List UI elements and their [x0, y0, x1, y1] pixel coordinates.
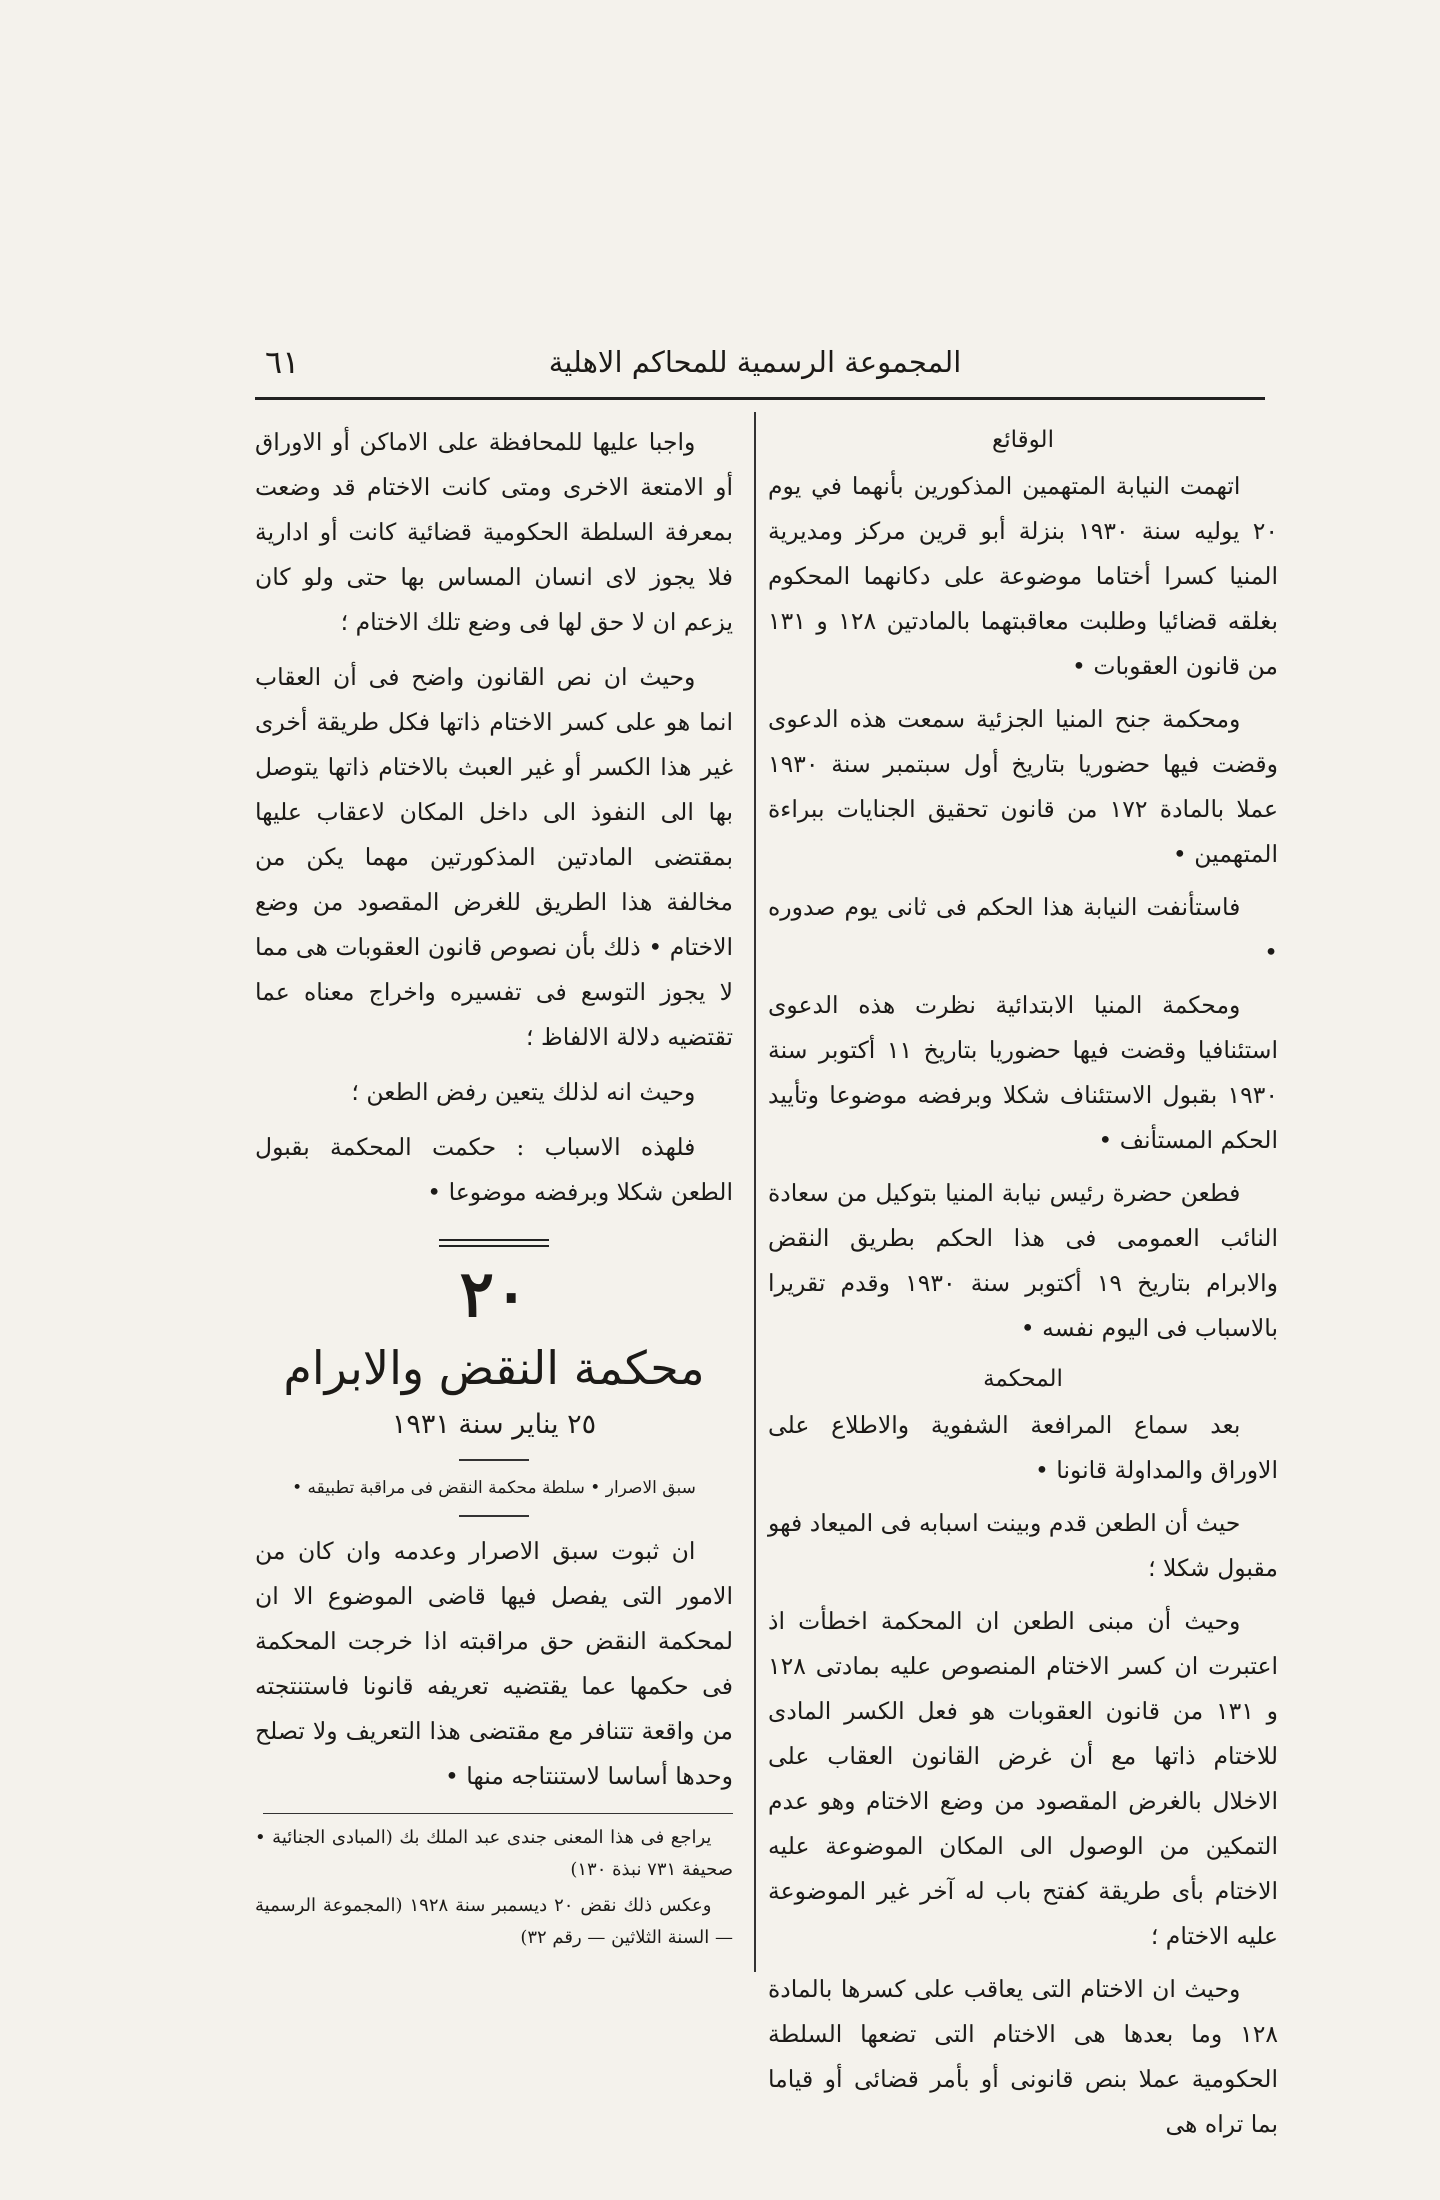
journal-title: المجموعة الرسمية للمحاكم الاهلية [548, 345, 962, 379]
judgment-paragraph: وحيث انه لذلك يتعين رفض الطعن ؛ [351, 1078, 696, 1106]
legal-principle: ان ثبوت سبق الاصرار وعدمه وان كان من الامور التى يفصل فيها قاضى الموضوع الا ان لمحكمة النقض حق مراقبته اذا خرجت المحكمة فى حكمها عما يقتضيه تعريفه قانونا فاستنتجته من واقعة تتنافر مع مقتضى هذا التعريف ولا تصلح وحدها أساسا لاستنتاجه منها • [255, 1537, 733, 1790]
case-date: ٢٥ يناير سنة ١٩٣١ [391, 1409, 597, 1440]
section-separator [439, 1239, 549, 1247]
judgment-paragraph: وحيث ان نص القانون واضح فى أن العقاب انما هو على كسر الاختام ذاتها فكل طريقة أخرى غير هذا الكسر أو غير العبث بالاختام ذاتها يتوصل بها الى النفوذ الى داخل المكان لاعقاب عليها بمقتضى المادتين المذكورتين مهما يكن من مخالفة هذا الطريق للغرض المقصود من وضع الاختام • ذلك بأن نصوص قانون العقوبات هى مما لا يجوز التوسع فى تفسيره واخراج معناه عما تقتضيه دلالة الالفاظ ؛ [255, 663, 733, 1051]
left-column [255, 420, 733, 1958]
page-header [255, 345, 1255, 397]
page-number: ٦١ [265, 343, 300, 381]
facts-paragraph: فاستأنفت النيابة هذا الحكم فى ثانى يوم صدوره • [768, 893, 1278, 966]
column-divider [754, 412, 756, 1972]
facts-paragraph: ومحكمة جنح المنيا الجزئية سمعت هذه الدعوى وقضت فيها حضوريا بتاريخ أول سبتمبر سنة ١٩٣٠ عملا بالمادة ١٧٢ من قانون تحقيق الجنايات ببراءة المتهمين • [768, 705, 1278, 868]
court-paragraph: وحيث أن مبنى الطعن ان المحكمة اخطأت اذ اعتبرت ان كسر الاختام المنصوص عليه بمادتى ١٢٨ و ١٣١ من قانون العقوبات هو فعل الكسر المادى للاختام ذاتها مع أن غرض القانون العقاب على الاخلال بالغرض المقصود من وضع الاختام وهو عدم التمكين من الوصول الى المكان الموضوعة عليه الاختام بأى طريقة كفتح باب له آخر غير الموضوعة عليه الاختام ؛ [768, 1607, 1278, 1950]
court-paragraph: بعد سماع المرافعة الشفوية والاطلاع على الاوراق والمداولة قانونا • [768, 1411, 1278, 1484]
judgment-paragraph: واجبا عليها للمحافظة على الاماكن أو الاوراق أو الامتعة الاخرى ومتى كانت الاختام قد وضعت بمعرفة السلطة الحكومية قضائية كانت أو ادارية فلا يجوز لاى انسان المساس بها حتى ولو كان يزعم ان لا حق لها فى وضع تلك الاختام ؛ [255, 428, 733, 636]
right-column [768, 420, 1278, 2155]
court-heading: المحكمة [983, 1366, 1063, 1392]
short-rule [459, 1515, 529, 1517]
footnote-rule [263, 1813, 733, 1814]
court-paragraph: حيث أن الطعن قدم وبينت اسبابه فى الميعاد فهو مقبول شكلا ؛ [768, 1509, 1278, 1582]
court-paragraph: وحيث ان الاختام التى يعاقب على كسرها بالمادة ١٢٨ وما بعدها هى الاختام التى تضعها السلطة الحكومية عملا بنص قانونى أو بأمر قضائى أو قياما بما تراه هى [768, 1975, 1278, 2138]
case-summary: سبق الاصرار • سلطة محكمة النقض فى مراقبة تطبيقه • [292, 1478, 696, 1498]
facts-heading: الوقائع [992, 427, 1054, 453]
facts-paragraph: اتهمت النيابة المتهمين المذكورين بأنهما في يوم ٢٠ يوليه سنة ١٩٣٠ بنزلة أبو قرين مركز ومديرية المنيا كسرا أختاما موضوعة على دكانهما المحكوم بغلقه قضائيا وطلبت معاقبتهما بالمادتين ١٢٨ و ١٣١ من قانون العقوبات • [768, 472, 1278, 680]
footnote: يراجع فى هذا المعنى جندى عبد الملك بك (المبادى الجنائية • صحيفة ٧٣١ نبذة ١٣٠) [255, 1827, 733, 1880]
facts-paragraph: ومحكمة المنيا الابتدائية نظرت هذه الدعوى استئنافيا وقضت فيها حضوريا بتاريخ ١١ أكتوبر سنة ١٩٣٠ بقبول الاستئناف شكلا وبرفضه موضوعا وتأييد الحكم المستأنف • [768, 991, 1278, 1154]
short-rule [459, 1459, 529, 1461]
footnote: وعكس ذلك نقض ٢٠ ديسمبر سنة ١٩٢٨ (المجموعة الرسمية — السنة الثلاثين — رقم ٣٢) [255, 1895, 733, 1948]
case-number: ٢٠ [459, 1257, 529, 1332]
court-name: محكمة النقض والابرام [283, 1341, 705, 1395]
judgment-paragraph: فلهذه الاسباب : حكمت المحكمة بقبول الطعن شكلا وبرفضه موضوعا • [255, 1133, 733, 1206]
facts-paragraph: فطعن حضرة رئيس نيابة المنيا بتوكيل من سعادة النائب العمومى فى هذا الحكم بطريق النقض والابرام بتاريخ ١٩ أكتوبر سنة ١٩٣٠ وقدم تقريرا بالاسباب فى اليوم نفسه • [768, 1179, 1279, 1342]
header-rule [255, 397, 1265, 400]
